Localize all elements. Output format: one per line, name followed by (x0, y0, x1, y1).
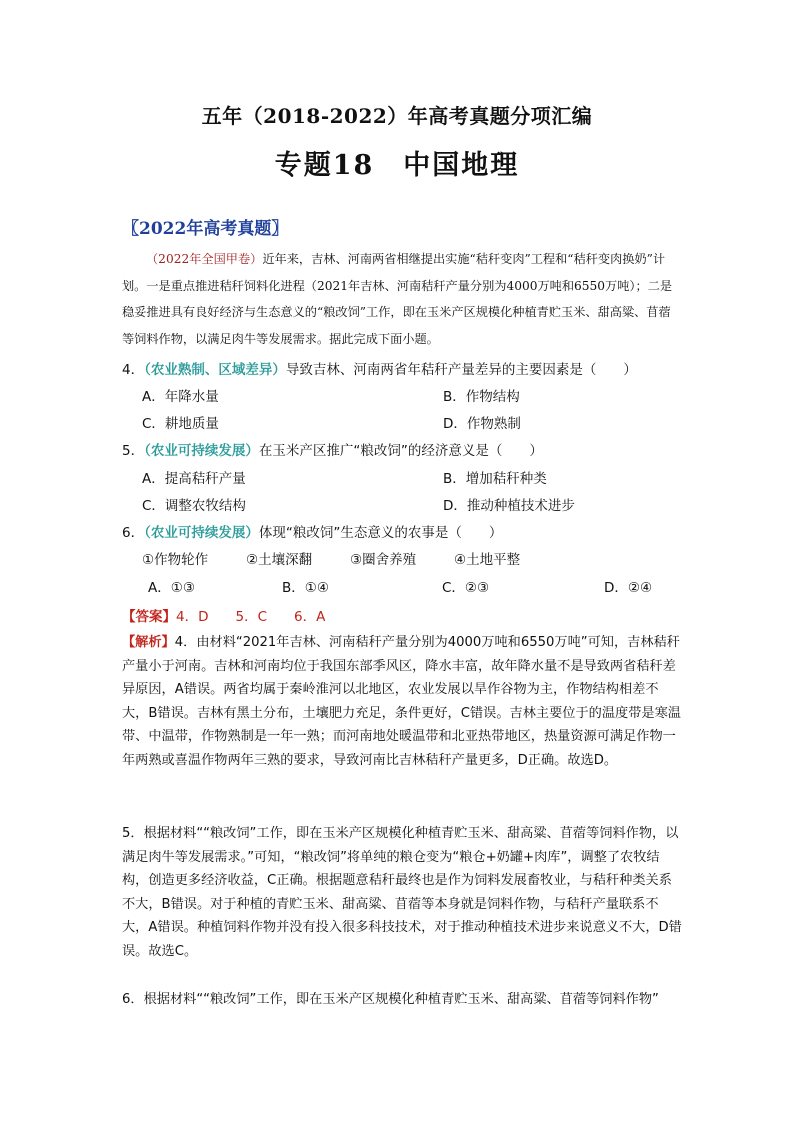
q5-option-d[interactable]: D．推动种植技术进步 (443, 498, 575, 514)
question-6 (122, 522, 502, 544)
question-stem: 在玉米产区推广“粮改饲”的经济意义是（ ） (258, 443, 543, 459)
q6-item-4: ④土地平整 (454, 552, 521, 568)
answer-value: 4．D 5．C 6．A (176, 609, 326, 625)
q6-option-a[interactable]: A．①③ (148, 580, 195, 596)
answer-label: 【答案】 (122, 609, 176, 625)
q6-option-d[interactable]: D．②④ (604, 580, 653, 596)
q4-option-d[interactable]: D．作物熟制 (443, 416, 521, 432)
answer-line (122, 605, 325, 625)
document-title: 五年（2018-2022）年高考真题分项汇编 (201, 104, 593, 128)
q4-option-b[interactable]: B．作物结构 (443, 389, 520, 405)
topic-title: 专题18 中国地理 (274, 150, 520, 181)
question-4 (122, 359, 637, 381)
question-tag: （农业可持续发展） (144, 443, 259, 459)
analysis-q6: 6．根据材料““粮改饲”工作，即在玉米产区规模化种植青贮玉米、甜高粱、苜蓿等饲料作物” (122, 992, 659, 1007)
q4-option-a[interactable]: A．年降水量 (142, 389, 219, 405)
section-heading: 〖2022年高考真题〗 (122, 219, 289, 239)
q6-item-2: ②土壤深翻 (246, 552, 313, 568)
analysis-q4 (122, 631, 682, 773)
question-tag: （农业熟制、区域差异） (144, 362, 286, 378)
question-number: 5． (122, 443, 145, 459)
question-5 (122, 440, 543, 462)
q6-option-b[interactable]: B．①④ (282, 580, 329, 596)
q5-option-c[interactable]: C．调整农牧结构 (142, 498, 246, 514)
analysis-q4-text: 4．由材料“2021年吉林、河南秸秆产量分别为4000万吨和6550万吨”可知，吉林秸秆产量小于河南。吉林和河南均位于我国东部季风区，降水丰富，故年降水量不是导致两省秸秆差异原因，A错误。两省均属于秦岭淮河以北地区，农业发展以旱作谷物为主，作物结构相差不大，B错误。吉林有黑土分布，土壤肥力充足，条件更好，C错误。吉林主要位于的温度带是寒温带、中温带，作物熟制是一年一熟；而河南地处暖温带和北亚热带地区，热量资源可满足作物一年两熟或喜温作物两年三熟的要求，导致河南比吉林秸秆产量更多，D正确。故选D。 (122, 635, 681, 768)
material-paragraph (122, 246, 682, 352)
question-tag: （农业可持续发展） (144, 525, 259, 541)
q6-item-3: ③圈舍养殖 (350, 552, 417, 568)
question-stem: 体现“粮改饲”生态意义的农事是（ ） (258, 525, 503, 541)
q4-option-c[interactable]: C．耕地质量 (142, 416, 219, 432)
analysis-q5: 5．根据材料““粮改饲”工作，即在玉米产区规模化种植青贮玉米、甜高粱、苜蓿等饲料作物，以满足肉牛等发展需求。”可知，“粮改饲”将单纯的粮仓变为“粮仓+奶罐+肉库”，调整了农牧结构，创造更多经济收益，C正确。根据题意秸秆最终也是作为饲料发展畜牧业，与秸秆种类关系不大，B错误。对于种植的青贮玉米、甜高粱、苜蓿等本身就是饲料作物，与秸秆产量联系不大，A错误。种植饲料作物并没有投入很多科技技术，对于推动种植技术进步来说意义不大，D错误。故选C。 (122, 826, 682, 959)
material-text: 近年来，吉林、河南两省相继提出实施“秸秆变肉”工程和“秸秆变肉换奶”计划。一是重点推进秸秆饲料化进程（2021年吉林、河南秸秆产量分别为4000万吨和6550万吨）；二是稳妥推进具有良好经济与生态意义的“粮改饲”工作，即在玉米产区规模化种植青贮玉米、甜高粱、苜蓿等饲料作物，以满足肉牛等发展需求。据此完成下面小题。 (122, 252, 673, 346)
question-number: 6． (122, 525, 145, 541)
analysis-label: 【解析】 (122, 635, 175, 650)
material-source: （2022年全国甲卷） (146, 252, 263, 266)
question-stem: 导致吉林、河南两省年秸秆产量差异的主要因素是（ ） (285, 362, 637, 378)
q5-option-b[interactable]: B．增加秸秆种类 (443, 471, 547, 487)
q6-option-c[interactable]: C．②③ (442, 580, 490, 596)
q6-item-1: ①作物轮作 (142, 552, 209, 568)
question-number: 4． (122, 362, 145, 378)
q5-option-a[interactable]: A．提高秸秆产量 (142, 471, 246, 487)
